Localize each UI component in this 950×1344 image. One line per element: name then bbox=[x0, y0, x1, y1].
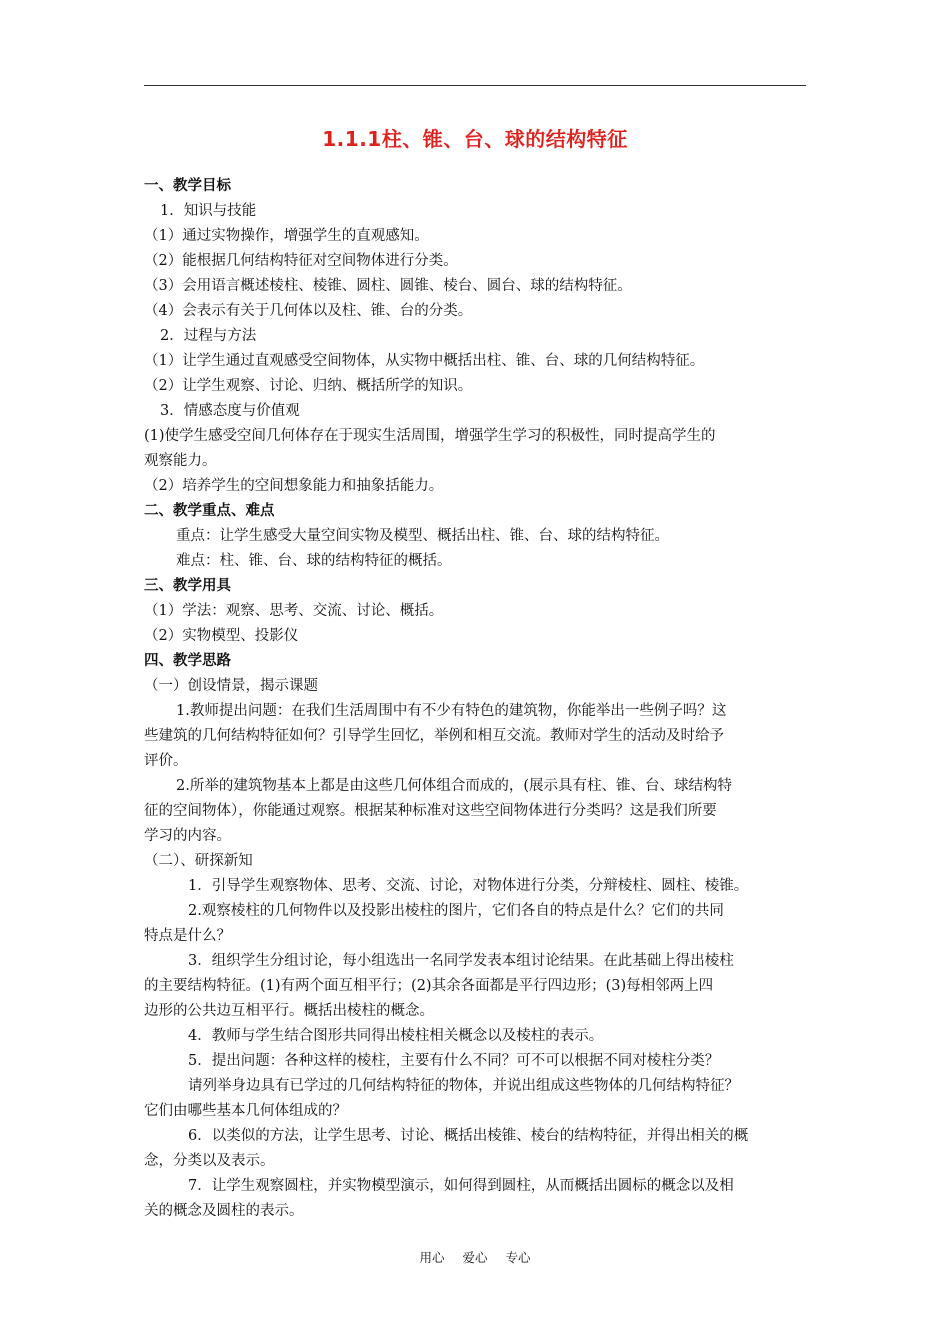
text-line: 2.所举的建筑物基本上都是由这些几何体组合而成的，(展示具有柱、锥、台、球结构特 bbox=[176, 778, 732, 794]
text-line: 6．以类似的方法，让学生思考、讨论、概括出棱锥、棱台的结构特征，并得出相关的概 bbox=[188, 1128, 749, 1144]
document-body bbox=[144, 174, 810, 1224]
text-line: 1．知识与技能 bbox=[160, 203, 257, 219]
section-heading: 二、教学重点、难点 bbox=[144, 503, 275, 519]
text-line: 7．让学生观察圆柱，并实物模型演示，如何得到圆柱，从而概括出圆标的概念以及相 bbox=[188, 1178, 734, 1194]
text-line: 特点是什么？ bbox=[144, 928, 231, 944]
text-line: 观察能力。 bbox=[144, 453, 217, 469]
page-footer: 用心 爱心 专心 bbox=[419, 1250, 531, 1265]
text-line: 4．教师与学生结合图形共同得出棱柱相关概念以及棱柱的表示。 bbox=[188, 1028, 604, 1044]
text-line: （二）、研探新知 bbox=[144, 853, 253, 869]
text-line: 的主要结构特征。(1)有两个面互相平行；(2)其余各面都是平行四边形；(3)每相邻两上四 bbox=[144, 978, 714, 994]
text-line: 征的空间物体），你能通过观察。根据某种标准对这些空间物体进行分类吗？这是我们所要 bbox=[144, 803, 717, 819]
text-line: 2．过程与方法 bbox=[160, 328, 257, 344]
text-line: 2.观察棱柱的几何物件以及投影出棱柱的图片，它们各自的特点是什么？它们的共同 bbox=[188, 903, 724, 919]
text-line: （2）能根据几何结构特征对空间物体进行分类。 bbox=[144, 253, 458, 269]
header-rule bbox=[144, 85, 806, 86]
text-line: 边形的公共边互相平行。概括出棱柱的概念。 bbox=[144, 1003, 434, 1019]
text-line: (1)使学生感受空间几何体存在于现实生活周围，增强学生学习的积极性，同时提高学生的 bbox=[144, 428, 716, 444]
text-line: （一）创设情景，揭示课题 bbox=[144, 678, 318, 694]
section-heading: 四、教学思路 bbox=[144, 653, 231, 669]
text-line: 评价。 bbox=[144, 753, 188, 769]
text-line: （1）学法：观察、思考、交流、讨论、概括。 bbox=[144, 603, 444, 619]
text-line: （1）通过实物操作，增强学生的直观感知。 bbox=[144, 228, 429, 244]
text-line: 1.教师提出问题：在我们生活周围中有不少有特色的建筑物，你能举出一些例子吗？这 bbox=[176, 703, 727, 719]
text-line: 些建筑的几何结构特征如何？引导学生回忆，举例和相互交流。教师对学生的活动及时给予 bbox=[144, 728, 724, 744]
text-line: 3．情感态度与价值观 bbox=[160, 403, 300, 419]
text-line: 学习的内容。 bbox=[144, 828, 231, 844]
text-line: 难点：柱、锥、台、球的结构特征的概括。 bbox=[176, 553, 452, 569]
text-line: （2）培养学生的空间想象能力和抽象括能力。 bbox=[144, 478, 444, 494]
text-line: 念，分类以及表示。 bbox=[144, 1153, 275, 1169]
text-line: （4）会表示有关于几何体以及柱、锥、台的分类。 bbox=[144, 303, 473, 319]
text-line: （3）会用语言概述棱柱、棱锥、圆柱、圆锥、棱台、圆台、球的结构特征。 bbox=[144, 278, 632, 294]
text-line: 请列举身边具有已学过的几何结构特征的物体，并说出组成这些物体的几何结构特征？ bbox=[188, 1078, 739, 1094]
section-heading: 一、教学目标 bbox=[144, 178, 231, 194]
text-line: 1．引导学生观察物体、思考、交流、讨论，对物体进行分类，分辩棱柱、圆柱、棱锥。 bbox=[188, 878, 749, 894]
text-line: 重点：让学生感受大量空间实物及模型、概括出柱、锥、台、球的结构特征。 bbox=[176, 528, 669, 544]
text-line: （2）让学生观察、讨论、归纳、概括所学的知识。 bbox=[144, 378, 473, 394]
text-line: 3．组织学生分组讨论，每小组选出一名同学发表本组讨论结果。在此基础上得出棱柱 bbox=[188, 953, 734, 969]
section-heading: 三、教学用具 bbox=[144, 578, 231, 594]
document-title: 1.1.1柱、锥、台、球的结构特征 bbox=[322, 127, 628, 151]
text-line: （1）让学生通过直观感受空间物体，从实物中概括出柱、锥、台、球的几何结构特征。 bbox=[144, 353, 705, 369]
text-line: 关的概念及圆柱的表示。 bbox=[144, 1203, 304, 1219]
text-line: （2）实物模型、投影仪 bbox=[144, 628, 299, 644]
text-line: 它们由哪些基本几何体组成的？ bbox=[144, 1103, 347, 1119]
text-line: 5．提出问题：各种这样的棱柱，主要有什么不同？可不可以根据不同对棱柱分类？ bbox=[188, 1053, 720, 1069]
